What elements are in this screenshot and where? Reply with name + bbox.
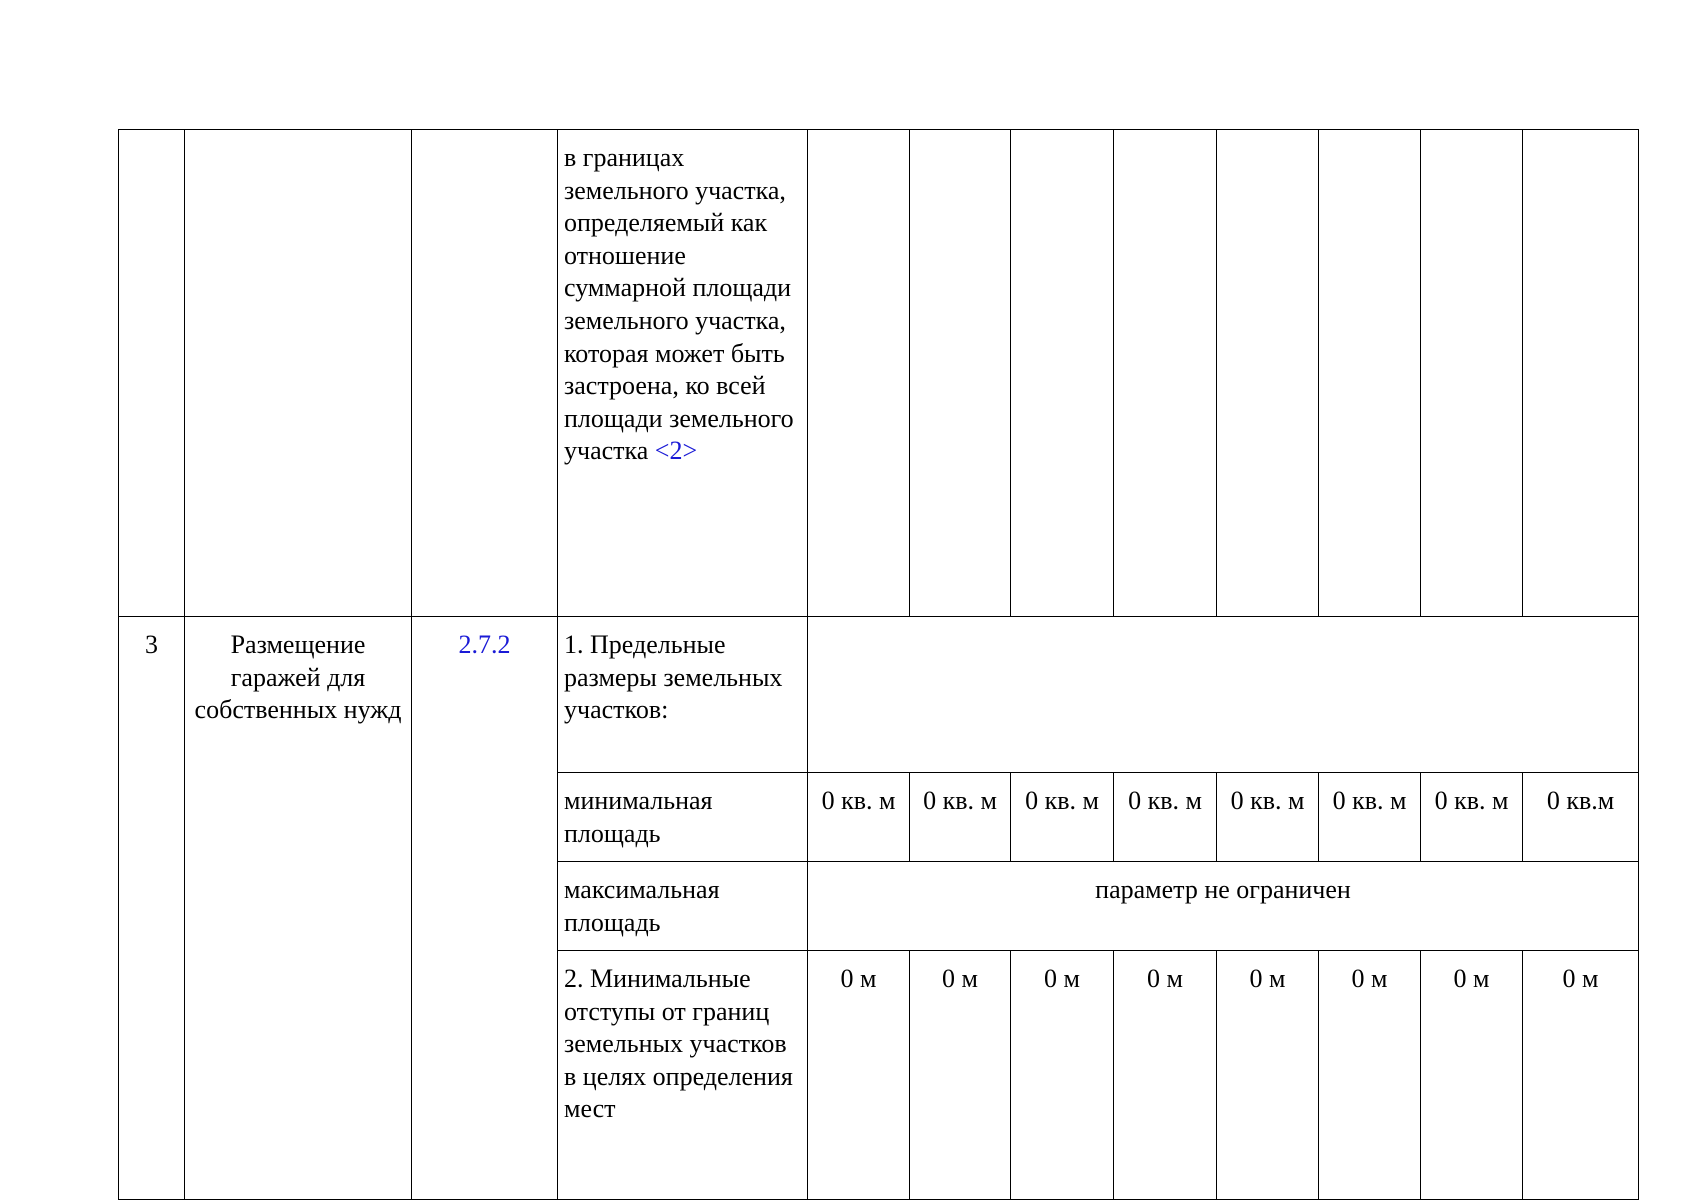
setback-value: 0 м [1319, 951, 1421, 1200]
cell-number-empty [119, 130, 185, 617]
cell-name-empty [185, 130, 412, 617]
max-area-value: параметр не ограничен [808, 862, 1639, 951]
cell-value-empty [1319, 130, 1421, 617]
cell-value-empty [910, 130, 1011, 617]
land-use-code-link[interactable]: 2.7.2 [412, 617, 558, 1200]
setback-value: 0 м [1421, 951, 1523, 1200]
cell-parameter-description [558, 130, 808, 617]
setback-value: 0 м [910, 951, 1011, 1200]
min-area-value: 0 кв. м [1421, 773, 1523, 862]
min-area-value: 0 кв. м [808, 773, 910, 862]
setback-value: 0 м [808, 951, 910, 1200]
footnote-link[interactable]: <2> [654, 436, 698, 466]
param2-label: 2. Минимальные отступы от границ земельных участков в целях определения мест [558, 951, 808, 1200]
min-area-label: минимальная площадь [558, 773, 808, 862]
land-use-name: Размещение гаражей для собственных нужд [185, 617, 412, 1200]
cell-code-empty [412, 130, 558, 617]
cell-value-empty [1523, 130, 1639, 617]
table-row-continued [119, 130, 1639, 617]
cell-value-empty [808, 130, 910, 617]
param1-heading: 1. Предельные размеры земельных участков: [558, 617, 808, 773]
setback-value: 0 м [1217, 951, 1319, 1200]
max-area-label: максимальная площадь [558, 862, 808, 951]
min-area-value: 0 кв. м [1217, 773, 1319, 862]
regulations-table [118, 129, 1639, 1200]
min-area-value: 0 кв. м [1114, 773, 1217, 862]
parameter-description-text: в границах земельного участка, определяемый как отношение суммарной площади земельного участка, которая может быть застроена, ко всей площади земельного участка [564, 143, 794, 466]
param1-heading-span [808, 617, 1639, 773]
min-area-value: 0 кв. м [910, 773, 1011, 862]
cell-value-empty [1217, 130, 1319, 617]
table-row-3-heading [119, 617, 1639, 773]
cell-value-empty [1011, 130, 1114, 617]
setback-value: 0 м [1011, 951, 1114, 1200]
setback-value: 0 м [1114, 951, 1217, 1200]
cell-value-empty [1114, 130, 1217, 617]
setback-value: 0 м [1523, 951, 1639, 1200]
min-area-value: 0 кв. м [1011, 773, 1114, 862]
min-area-value: 0 кв.м [1523, 773, 1639, 862]
min-area-value: 0 кв. м [1319, 773, 1421, 862]
cell-value-empty [1421, 130, 1523, 617]
row-number: 3 [119, 617, 185, 1200]
